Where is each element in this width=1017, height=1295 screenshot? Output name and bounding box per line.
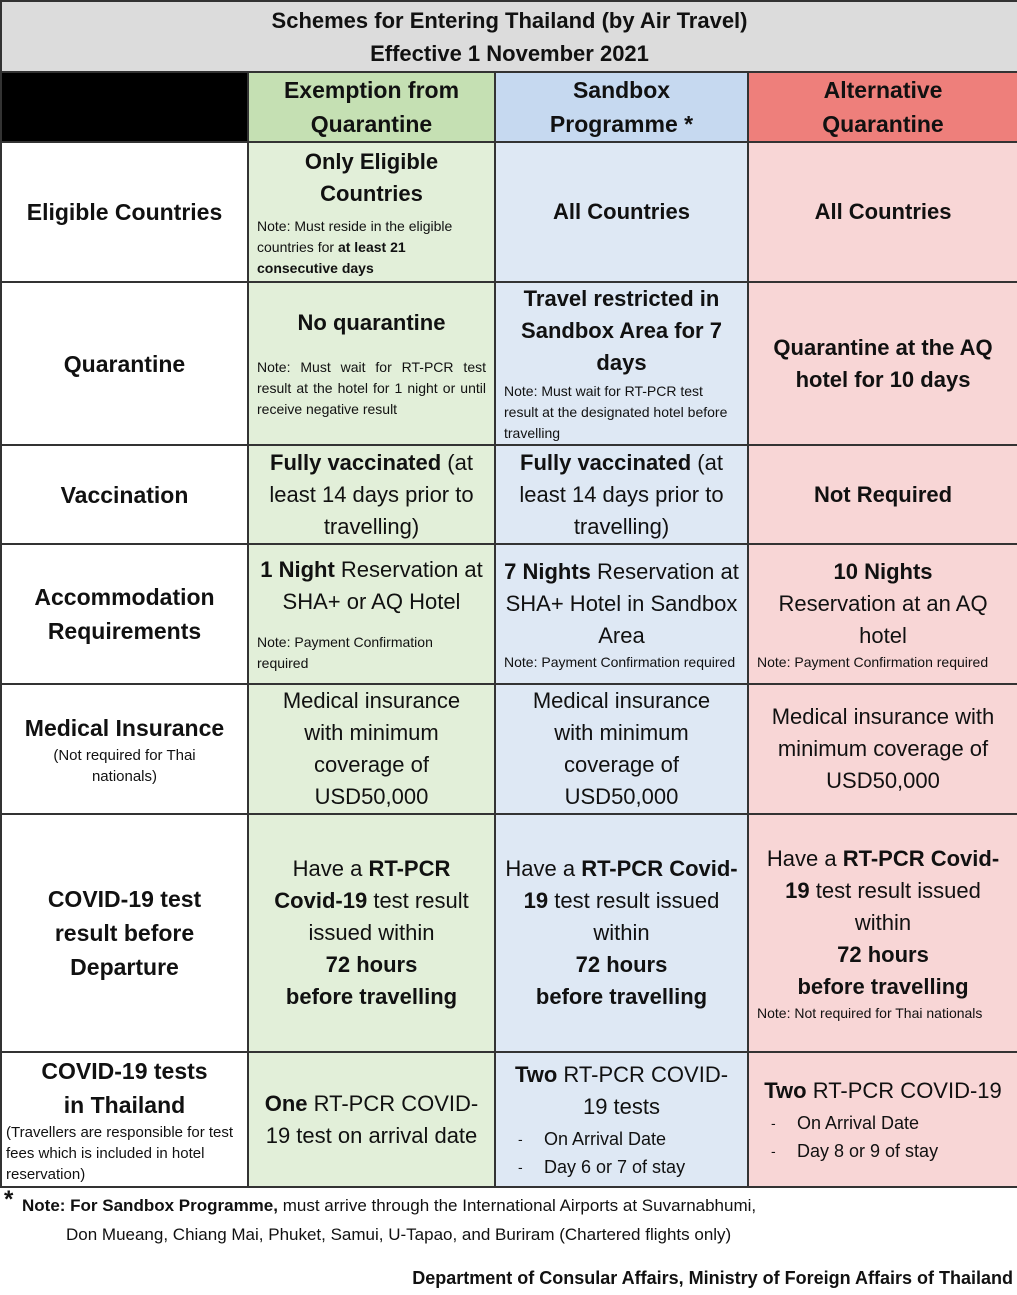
sandbox-header-line-2: Programme * (549, 111, 694, 137)
exemption-quarantine-note: Note: Must wait for RT-PCR test result at the hotel for 1 night or until receive negative result (257, 359, 486, 417)
insurance-label-sub: (Not required for Thai nationals) (53, 747, 196, 785)
aq-header-line-2: Quarantine (822, 111, 944, 137)
title-row (1, 1, 1017, 72)
row-label-covid-before: COVID-19 test result before Departure (1, 814, 248, 1052)
sandbox-header-line-1: Sandbox (572, 77, 671, 103)
row-label-insurance: Medical Insurance (Not required for Thai nationals) (1, 684, 248, 814)
row-covid-in-thailand (1, 1052, 1017, 1187)
cell-exemption-insurance: Medical insurance with minimum coverage of USD50,000 (248, 684, 495, 814)
row-covid-before-departure (1, 814, 1017, 1052)
cell-exemption-quarantine (248, 282, 495, 445)
cell-aq-covid-in: Two RT-PCR COVID-19 - On Arrival Date - Day 8 or 9 of stay (748, 1052, 1017, 1187)
covid-in-label-sub: (Travellers are responsible for test fees which is included in hotel reservation) (6, 1124, 234, 1183)
cell-aq-eligible: All Countries (748, 142, 1017, 282)
exemption-eligible-main: Only Eligible Countries (304, 148, 439, 206)
cell-aq-accommodation: 10 Nights Reservation at an AQ hotel Note: Payment Confirmation required (748, 544, 1017, 684)
cell-aq-covid-before: Have a RT-PCR Covid-19 test result issued within 72 hours before travelling Note: Not required for Thai nationals (748, 814, 1017, 1052)
footnote-bold: Note: For Sandbox Programme, (22, 1196, 278, 1215)
list-item: - On Arrival Date (504, 1125, 739, 1153)
exemption-header-line-1: Exemption from (283, 77, 460, 103)
cell-exemption-covid-before: Have a RT-PCR Covid-19 test result issued within 72 hours before travelling (248, 814, 495, 1052)
cell-aq-quarantine: Quarantine at the AQ hotel for 10 days (748, 282, 1017, 445)
exemption-quarantine-main: No quarantine (297, 310, 446, 335)
sandbox-test-list (504, 1125, 739, 1181)
sandbox-quarantine-main: Travel restricted in Sandbox Area for 7 days (521, 286, 722, 375)
footnote-text-1: must arrive through the International Airports at Suvarnabhumi, (277, 1196, 757, 1215)
sandbox-accommodation-note: Note: Payment Confirmation required (504, 653, 736, 670)
cell-sandbox-covid-in: Two RT-PCR COVID-19 tests - On Arrival Date - Day 6 or 7 of stay (495, 1052, 748, 1187)
cell-sandbox-insurance: Medical insurance with minimum coverage of USD50,000 (495, 684, 748, 814)
footnote (22, 1191, 1002, 1249)
column-header-sandbox (495, 72, 748, 142)
exemption-eligible-note: Note: Must reside in the eligible countries for at least 21 consecutive days (257, 217, 453, 276)
exemption-accommodation-note: Note: Payment Confirmation required (257, 634, 433, 671)
row-label-eligible: Eligible Countries (1, 142, 248, 282)
column-header-aq (748, 72, 1017, 142)
corner-cell (1, 72, 248, 142)
aq-header-line-1: Alternative (823, 77, 943, 103)
aq-covid-before-note: Note: Not required for Thai nationals (757, 1004, 983, 1021)
row-eligible-countries (1, 142, 1017, 282)
column-header-exemption (248, 72, 495, 142)
cell-sandbox-covid-before: Have a RT-PCR Covid-19 test result issued within 72 hours before travelling (495, 814, 748, 1052)
cell-sandbox-vaccination: Fully vaccinated (at least 14 days prior to travelling) (495, 445, 748, 544)
row-label-vaccination: Vaccination (1, 445, 248, 544)
row-accommodation (1, 544, 1017, 684)
title-line-1: Schemes for Entering Thailand (by Air Travel) (271, 7, 748, 33)
aq-accommodation-note: Note: Payment Confirmation required (757, 653, 989, 670)
table-title (1, 1, 1017, 72)
cell-exemption-eligible (248, 142, 495, 282)
row-vaccination (1, 445, 1017, 544)
header-row (1, 72, 1017, 142)
department-credit: Department of Consular Affairs, Ministry of Foreign Affairs of Thailand (412, 1268, 1013, 1288)
cell-sandbox-accommodation: 7 Nights Reservation at SHA+ Hotel in Sandbox Area Note: Payment Confirmation required (495, 544, 748, 684)
cell-exemption-covid-in: One RT-PCR COVID-19 test on arrival date (248, 1052, 495, 1187)
cell-aq-insurance: Medical insurance with minimum coverage of USD50,000 (748, 684, 1017, 814)
cell-exemption-accommodation: 1 Night Reservation at SHA+ or AQ Hotel Note: Payment Confirmation required (248, 544, 495, 684)
list-item: - Day 6 or 7 of stay (504, 1153, 739, 1181)
list-item: - Day 8 or 9 of stay (757, 1137, 1009, 1165)
cell-sandbox-eligible: All Countries (495, 142, 748, 282)
cell-sandbox-quarantine (495, 282, 748, 445)
sandbox-quarantine-note: Note: Must wait for RT-PCR test result at the designated hotel before travelling (504, 383, 728, 441)
footnote-text-2: Don Mueang, Chiang Mai, Phuket, Samui, U-Tapao, and Buriram (Chartered flights only) (66, 1225, 732, 1244)
row-label-accommodation: Accommodation Requirements (1, 544, 248, 684)
row-medical-insurance (1, 684, 1017, 814)
row-label-covid-in: COVID-19 tests in Thailand (Travellers are responsible for test fees which is included in hotel reservation) (1, 1052, 248, 1187)
cell-exemption-vaccination: Fully vaccinated (at least 14 days prior to travelling) (248, 445, 495, 544)
aq-test-list (757, 1109, 1009, 1165)
row-quarantine (1, 282, 1017, 445)
list-item: - On Arrival Date (757, 1109, 1009, 1137)
footnote-star: * (4, 1186, 14, 1213)
row-label-quarantine: Quarantine (1, 282, 248, 445)
exemption-header-line-2: Quarantine (310, 111, 433, 137)
cell-aq-vaccination: Not Required (748, 445, 1017, 544)
title-line-2: Effective 1 November 2021 (370, 40, 649, 66)
